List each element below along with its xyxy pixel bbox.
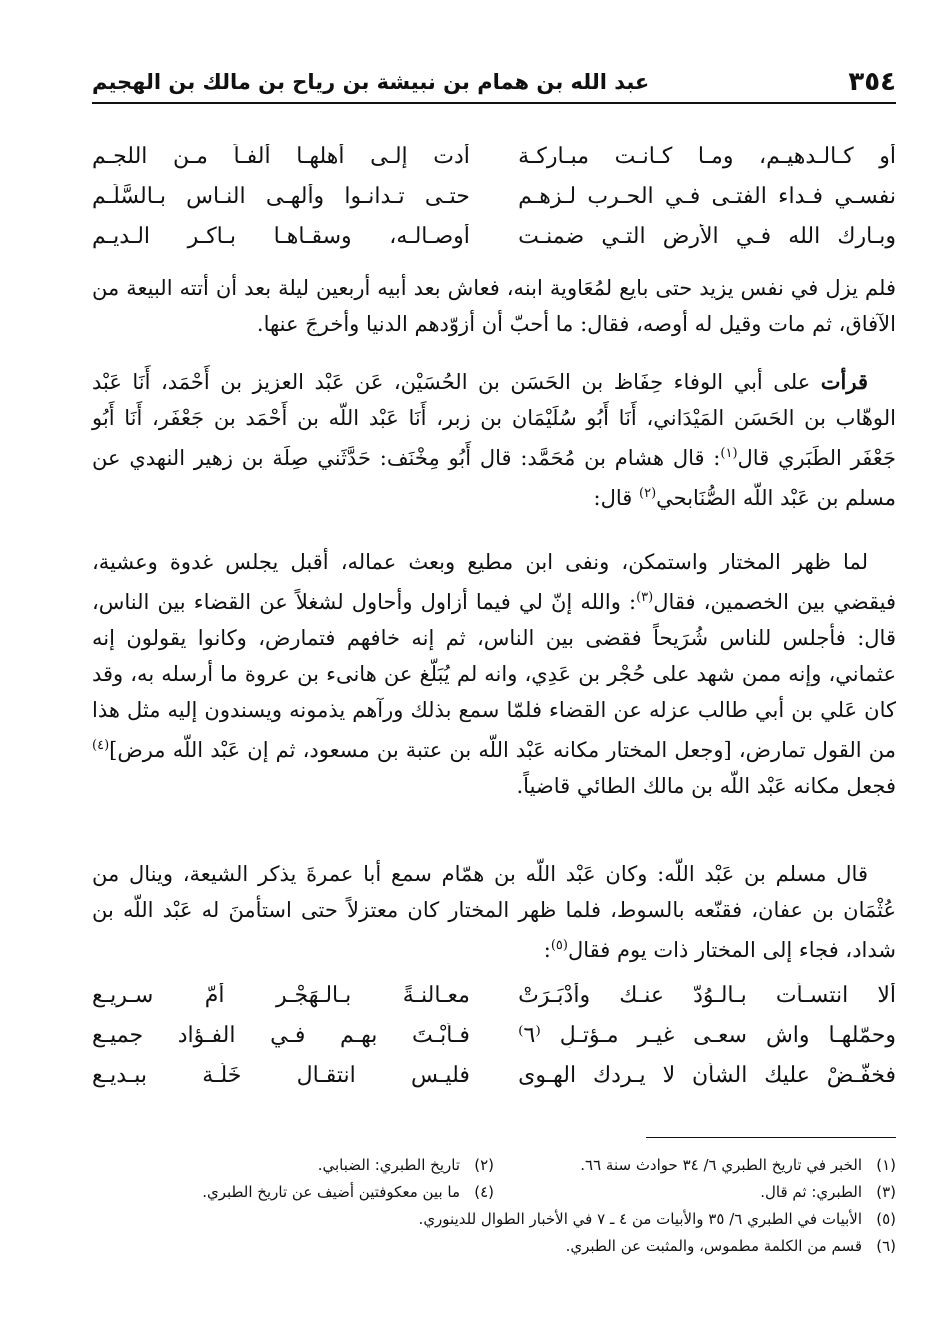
footnote-ref: (٥) xyxy=(550,938,568,953)
footnote-ref: (٣) xyxy=(636,590,654,605)
verse-second-hemistich: أدت إلـى أهلهـا ألفـاً مـن اللجـم xyxy=(92,143,470,169)
text-segment: قال: xyxy=(593,486,639,510)
footnote-number: (٦) xyxy=(876,1237,896,1255)
verse-line xyxy=(92,176,896,216)
verse-second-hemistich: معـالنـةً بـالـهَجْـر أمّ سـريـعِ xyxy=(92,982,470,1008)
verse-line xyxy=(92,136,896,176)
verse-first-hemistich: ألا انتسـأت بـالـوُدّ عنـك وأدْبَـرَتْ xyxy=(518,982,896,1008)
verse-first-hemistich: نفسـي فـداء الفتـى فـي الحـرب لـزهـم xyxy=(518,183,896,209)
footnote-number: (٢) xyxy=(474,1156,494,1174)
footnote-text: ما بين معكوفتين أضيف عن تاريخ الطبري. xyxy=(202,1183,460,1201)
text-segment: : xyxy=(543,938,551,962)
text-segment: : والله إنّ لي فيما أزاول وأحاول لشغلاً عن القضاء بين الناس، قال: فأجلس للناس شُرَيحاً فقضى بين الناس، ثم إنه خافهم فتمارض، وكانوا يقولون إنه عثماني، وإنه ممن شهد على حُجْر بن عَدِي، وانه لم يُبَلّغ عن هانىء بن عروة ما أرسله به، وقد كان عَلي بن أبي طالب عزله عن القضاء فلمّا سمع بذلك ورآهم يذمونه ويسندون إليه مثل هذا من القول تمارض، [وجعل المختار مكانه عَبْد اللّه بن عتبة بن مسعود، ثم إن عَبْد اللّه مرض] xyxy=(92,590,896,762)
footnote-number: (١) xyxy=(876,1156,896,1174)
footnote xyxy=(494,1152,896,1179)
text-segment: : قال هشام بن مُحَمَّد: قال أَبُو مِخْنَف: حَدَّثَني صِلَة بن زهير النهدي عن مسلم بن عَبْد اللّه الصُّنَابحي xyxy=(92,446,896,510)
paragraph-isnad xyxy=(92,364,896,516)
verse-first-hemistich: وحمّلهـا واشٍ سعـى غيـر مـؤتـلِ ⁽٦⁾ xyxy=(518,1022,896,1048)
text-segment: لما ظهر المختار واستمكن، ونفى ابن مطيع وبعث عماله، أقبل يجلس غدوة وعشية، فيقضي بين الخصمين، فقال xyxy=(92,550,896,614)
footnote xyxy=(92,1152,494,1179)
verse-line xyxy=(92,975,896,1015)
footnote-number: (٥) xyxy=(876,1210,896,1228)
footnote-text: قسم من الكلمة مطموس، والمثبت عن الطبري. xyxy=(565,1237,862,1255)
running-title: عبد الله بن همام بن نبيشة بن رياح بن مالك بن الهجيم xyxy=(92,70,650,94)
text-segment: قال مسلم بن عَبْد اللّه: وكان عَبْد اللّه بن همّام سمع أبا عمرةَ يذكر الشيعة، وينال من عُثْمَان بن عفان، فقنّعه بالسوط، فلما ظهر المختار كان معتزلاً حتى استأمنَ له عَبْد اللّه بن شداد، فجاء إلى المختار ذات يوم فقال xyxy=(92,862,896,962)
footnote-ref: (٢) xyxy=(639,486,657,501)
footnote-text: الأبيات في الطبري ٦/ ٣٥ والأبيات من ٤ ـ ٧ في الأخبار الطوال للدينوري. xyxy=(418,1210,862,1228)
footnote xyxy=(92,1233,896,1260)
footnote-row xyxy=(92,1233,896,1260)
footnote-separator xyxy=(646,1137,896,1138)
verse-second-hemistich: أوصـالـه، وسقـاهـا بـاكـر الـديـم xyxy=(92,223,470,249)
text-segment: فجعل مكانه عَبْد اللّه بن مالك الطائي قاضياً. xyxy=(516,774,896,798)
lead-word: قرأت xyxy=(820,369,868,394)
footnote-ref: (٤) xyxy=(92,738,110,753)
verse-second-hemistich: حتـى تـدانـوا وألهـى النـاس بـالسَّلَـم xyxy=(92,183,470,209)
paragraph-death: فلم يزل في نفس يزيد حتى بايع لمُعَاوية ابنه، فعاش بعد أبيه أربعين ليلة بعد أن أتته البيعة من الآفاق، ثم مات وقيل له أوصه، فقال: ما أحبّ أن أزوّدهم الدنيا وأخرجَ عنها. xyxy=(92,276,896,336)
footnote-row xyxy=(92,1206,896,1233)
footnote xyxy=(92,1206,896,1233)
footnotes xyxy=(92,1152,896,1260)
poem-block-2 xyxy=(92,975,896,1095)
paragraph-mukhtar xyxy=(92,544,896,804)
verse-first-hemistich: فخفّـضْ عليك الشأن لا يـردك الهـوى xyxy=(518,1062,896,1088)
verse-line xyxy=(92,216,896,256)
footnote-ref: (١) xyxy=(720,446,738,461)
footnote-number: (٤) xyxy=(474,1183,494,1201)
verse-line xyxy=(92,1055,896,1095)
page-number: ٣٥٤ xyxy=(848,67,896,97)
footnote xyxy=(92,1179,494,1206)
verse-first-hemistich: وبـارك الله فـي الأرض التـي ضمنـت xyxy=(518,223,896,249)
paragraph-muslim xyxy=(92,856,896,968)
poem-block-1 xyxy=(92,136,896,256)
footnote-row xyxy=(92,1179,896,1206)
verse-second-hemistich: فليـس انتقـال خَلّـة ببـديـعِ xyxy=(92,1062,470,1088)
footnote-number: (٣) xyxy=(876,1183,896,1201)
footnote-text: الخبر في تاريخ الطبري ٦/ ٣٤ حوادث سنة ٦٦. xyxy=(580,1156,862,1174)
verse-first-hemistich: أو كـالـدهيـم، ومـا كـانـت مبـاركـة xyxy=(518,143,896,169)
text-segment: على أبي الوفاء حِفَاظ بن الحَسَن بن الحُسَيْن، عَن عَبْد العزيز بن أَحْمَد، أَنَا عَبْد الوهّاب بن الحَسَن المَيْدَاني، أَنَا أَبُو سُلَيْمَان بن زبر، أَنَا عَبْد اللّه بن أَحْمَد بن جَعْفَر، أَنَا أَبُو جَعْفَر الطَبَري قال xyxy=(92,370,896,470)
footnote-text: تاريخ الطبري: الضبابي. xyxy=(317,1156,460,1174)
footnote-text: الطبري: ثم قال. xyxy=(760,1183,862,1201)
verse-line xyxy=(92,1015,896,1055)
footnote-row xyxy=(92,1152,896,1179)
footnote xyxy=(494,1179,896,1206)
verse-second-hemistich: فـأُبْـتَ بهـم فـي الفـؤاد جميـعِ xyxy=(92,1022,470,1048)
page-header xyxy=(92,62,896,104)
